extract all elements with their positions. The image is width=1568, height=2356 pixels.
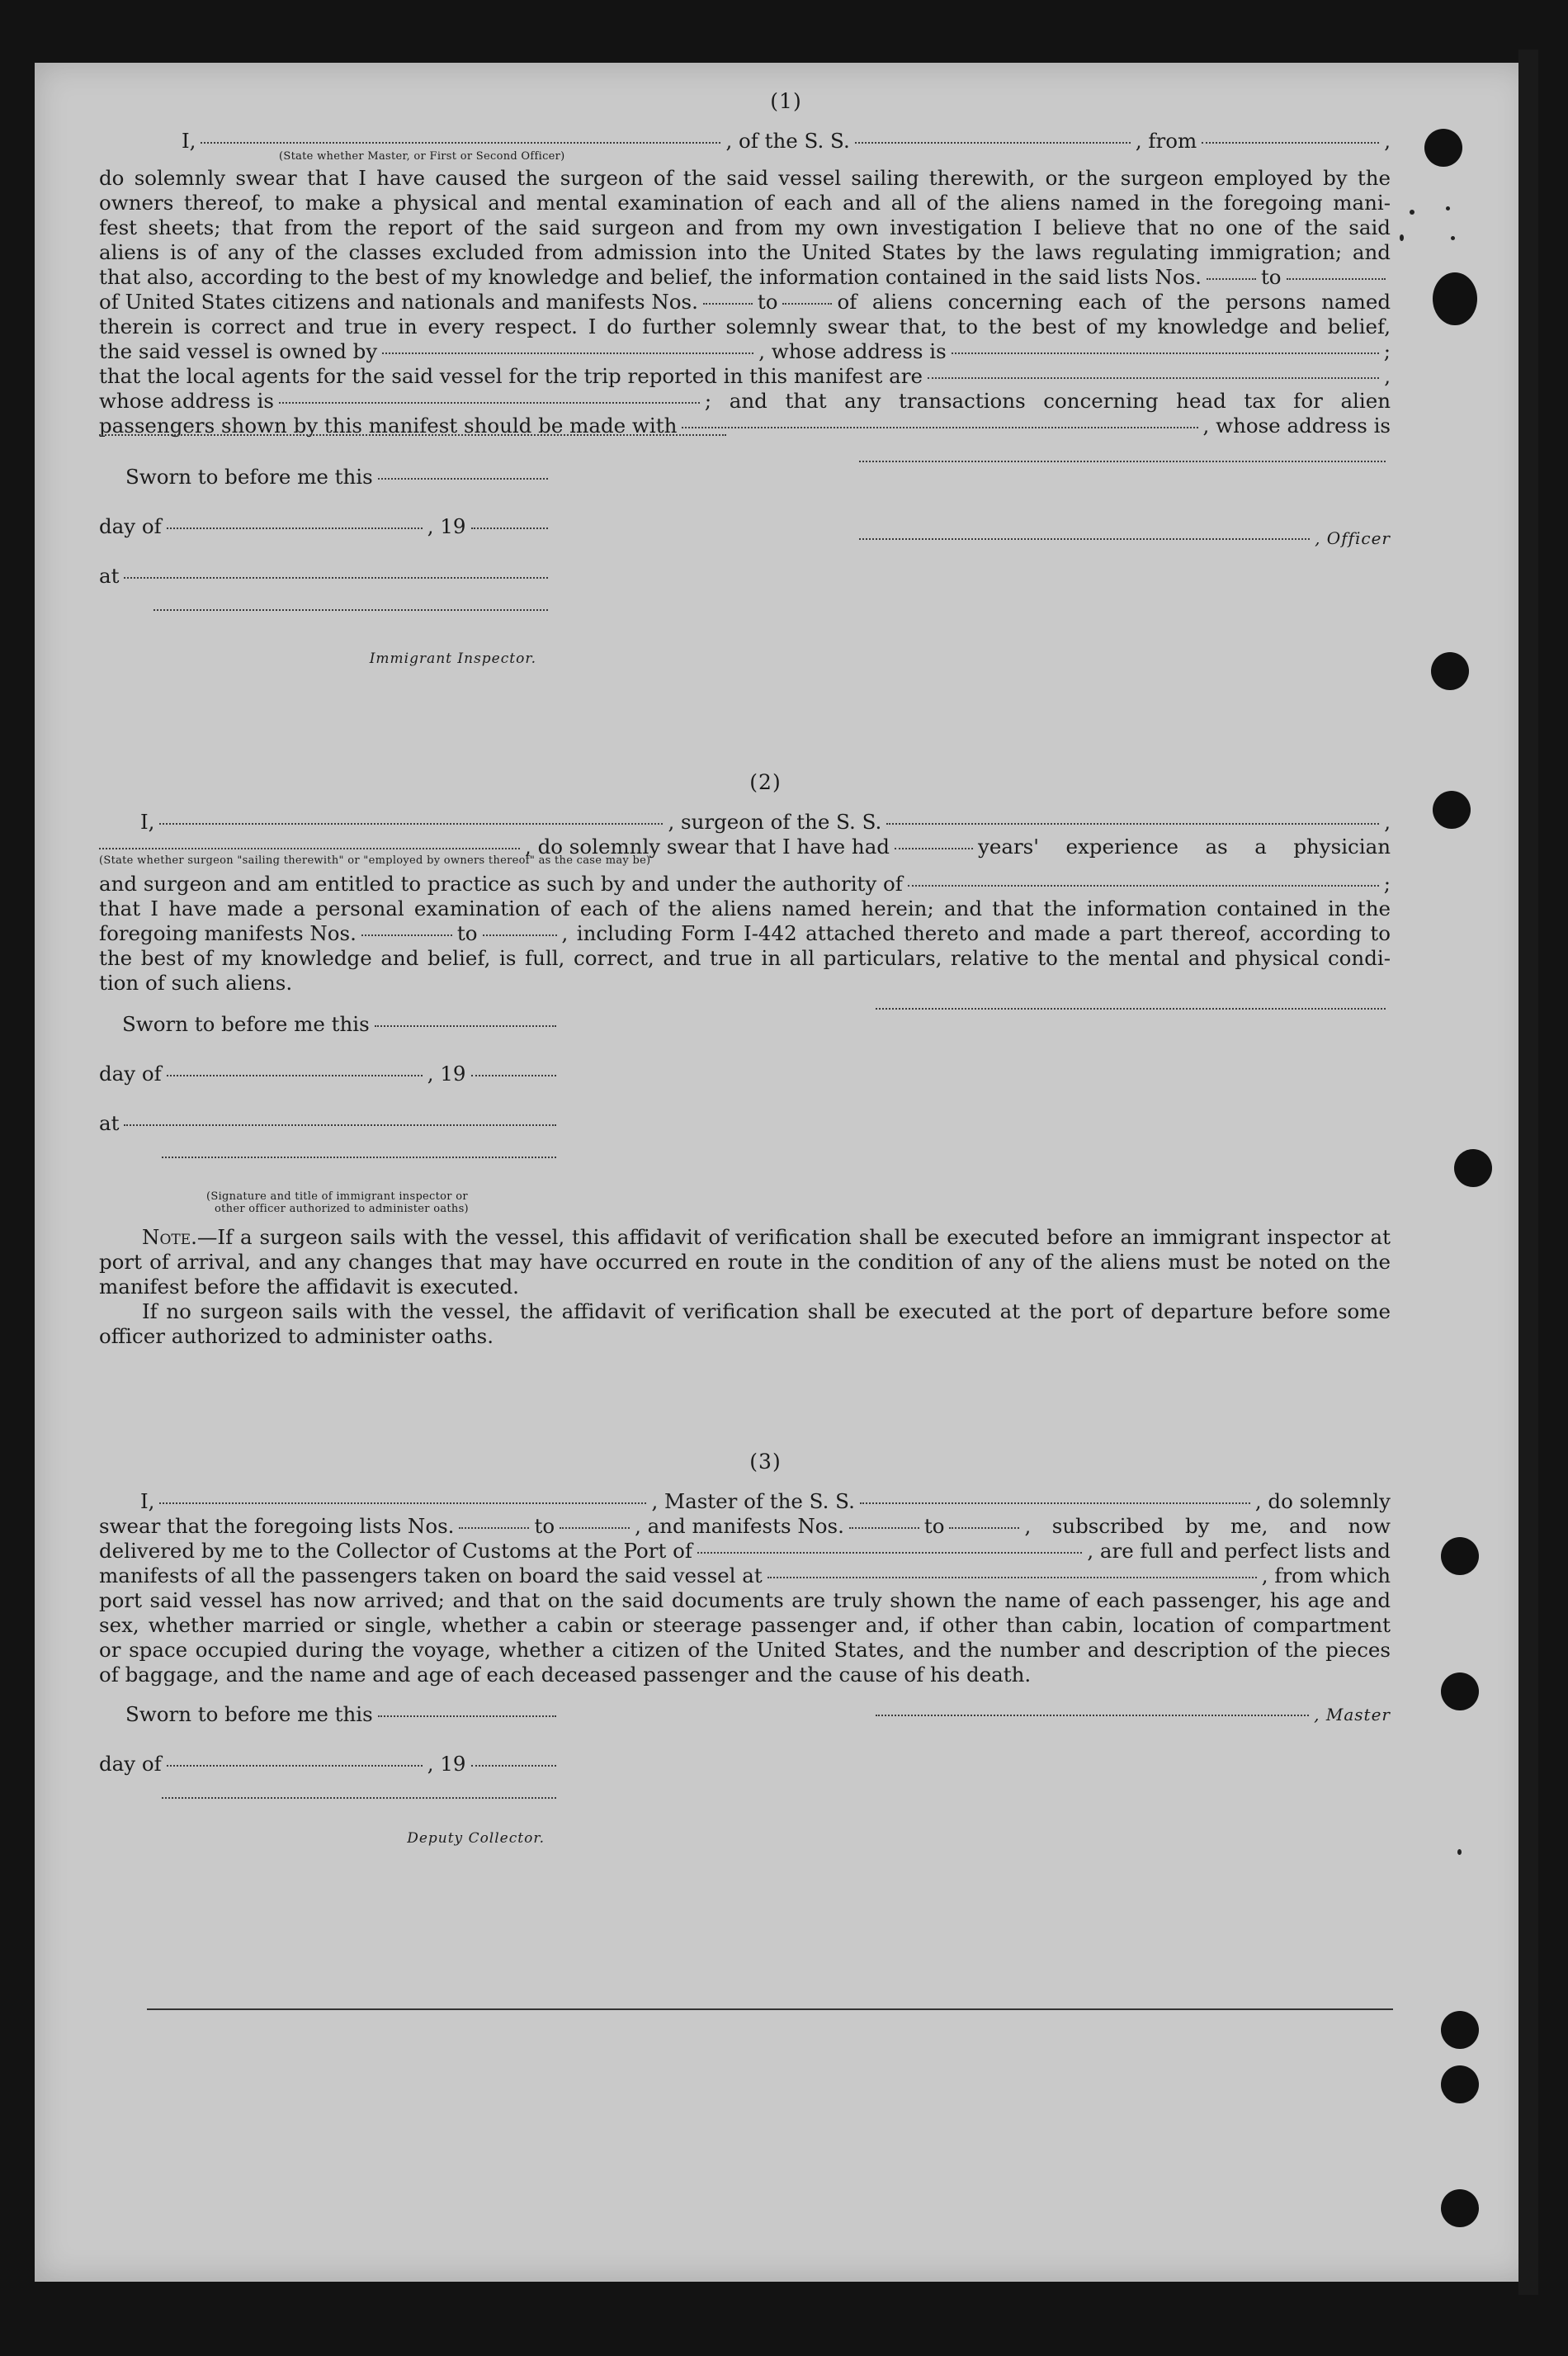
text: , surgeon of the S. S. <box>668 810 882 834</box>
officer-line-2 <box>854 514 1391 564</box>
signature-caption-1: (Signature and title of immigrant inspector or <box>206 1190 468 1203</box>
blank-day <box>167 1765 423 1767</box>
blank <box>949 1527 1019 1529</box>
sworn-block <box>99 465 553 671</box>
speck <box>1451 236 1455 240</box>
signature-block <box>99 1012 1391 1215</box>
binder-hole <box>1431 652 1469 690</box>
text: ; <box>1383 339 1391 363</box>
text: at <box>99 564 120 588</box>
note-text: —If a surgeon sails with the vessel, this affidavit of verification shall be executed before an immigrant inspector at port of arrival, and any changes that may have occurred en route in the condition of any of the aliens must be noted on the manifest before the affidavit is executed. <box>99 1225 1391 1299</box>
line: or space occupied during the voyage, whether a citizen of the United States, and the number and description of the pieces <box>99 1638 1391 1662</box>
text: , 19 <box>427 514 466 538</box>
text: Sworn to before me this <box>125 465 373 489</box>
master-line <box>871 1702 1391 1752</box>
blank-date <box>378 478 548 480</box>
blank-surgeon-type <box>99 848 520 849</box>
line: do solemnly swear that I have caused the surgeon of the said vessel sailing therewith, or the surgeon employed by the <box>99 166 1391 190</box>
surgeon-caption: (State whether surgeon "sailing therewith" or "employed by owners thereof" as the case may be) <box>99 854 651 867</box>
line: fest sheets; that from the report of the said surgeon and from my own investigation I believe that no one of the said <box>99 215 1391 239</box>
blank-owner <box>382 352 753 354</box>
blank-year <box>471 1765 556 1767</box>
text: , Master of the S. S. <box>651 1489 855 1513</box>
line: of baggage, and the name and age of each deceased passenger and the cause of his death. <box>99 1663 1032 1687</box>
text: passengers shown by this manifest should be made with <box>99 414 678 438</box>
binder-hole <box>1441 1672 1479 1710</box>
surgeon-signature-block <box>871 1012 1391 1215</box>
at-line <box>99 564 553 613</box>
sworn-block <box>99 1702 561 1851</box>
text: years' experience as a physician <box>978 835 1391 859</box>
blank-officer-title <box>859 538 1310 540</box>
text: , of the S. S. <box>725 129 850 153</box>
sworn-line <box>99 1012 561 1062</box>
text: that the local agents for the said vessel for the trip reported in this manifest are <box>99 364 923 388</box>
text: swear that the foregoing lists Nos. <box>99 1514 455 1538</box>
blank-owner-address <box>952 352 1379 354</box>
officer-caption: (State whether Master, or First or Second Officer) <box>279 150 565 163</box>
text: of United States citizens and nationals and manifests Nos. <box>99 290 698 314</box>
section-number: (1) <box>770 89 802 113</box>
text: to <box>456 921 478 945</box>
blank-port-of-embarkation <box>767 1577 1257 1578</box>
blank-master-signature <box>876 1715 1309 1716</box>
surgeon-signature-line <box>871 1012 1391 1062</box>
blank-agents-address <box>279 402 700 404</box>
blank-year <box>471 1075 556 1076</box>
text: whose address is <box>99 389 274 413</box>
text: , 19 <box>427 1752 466 1776</box>
sworn-line <box>99 465 553 514</box>
line <box>99 1539 1391 1564</box>
text: , do solemnly swear that I have had <box>525 835 890 859</box>
blank-day <box>167 527 423 529</box>
text: to <box>757 290 778 314</box>
binder-hole <box>1424 129 1462 167</box>
line <box>99 389 1391 414</box>
line <box>99 265 1391 290</box>
blank-at <box>124 577 548 579</box>
binder-hole <box>1433 272 1477 325</box>
blank <box>1207 278 1256 280</box>
text: ; <box>1383 872 1391 896</box>
text: Sworn to before me this <box>125 1702 373 1726</box>
binder-hole <box>1433 791 1471 829</box>
line: the best of my knowledge and belief, is full, correct, and true in all particulars, relative to the mental and physical condi- <box>99 946 1391 970</box>
line <box>99 872 1391 897</box>
officer-label: , Officer <box>1315 528 1391 548</box>
sworn-line <box>99 1702 561 1752</box>
text: , from which <box>1261 1564 1391 1587</box>
blank <box>1287 278 1386 280</box>
line: tion of such aliens. <box>99 971 293 995</box>
sworn-block <box>99 1012 561 1215</box>
speck <box>1400 234 1404 241</box>
collector-line <box>99 1801 561 1826</box>
binder-hole <box>1441 2189 1479 2227</box>
section-3 <box>99 1450 1391 1851</box>
blank <box>703 303 753 305</box>
text: day of <box>99 1062 162 1086</box>
note-paragraph-1 <box>99 1225 1391 1299</box>
blank-officer-signature <box>859 461 1386 462</box>
blank-vessel <box>855 142 1131 144</box>
text: , <box>1384 364 1391 388</box>
text: , and manifests Nos. <box>635 1514 844 1538</box>
text: , whose address is <box>758 339 947 363</box>
line <box>99 1564 1391 1588</box>
blank-year <box>471 527 548 529</box>
text: delivered by me to the Collector of Customs at the Port of <box>99 1539 692 1563</box>
text: to <box>534 1514 555 1538</box>
blank <box>560 1527 630 1529</box>
text: foregoing manifests Nos. <box>99 921 357 945</box>
inspector-line <box>99 613 553 646</box>
blank <box>459 1527 529 1529</box>
text: , whose address is <box>1202 414 1391 438</box>
signature-line <box>99 1161 561 1190</box>
line <box>99 290 1391 315</box>
signature-block <box>99 465 1391 671</box>
blank-date <box>378 1715 556 1717</box>
section-number: (3) <box>749 1450 782 1474</box>
line: therein is correct and true in every respect. I do further solemnly swear that, to the best of my knowledge and belief, <box>99 315 1391 338</box>
text: Sworn to before me this <box>122 1012 370 1036</box>
speck <box>1457 1849 1462 1855</box>
day-line <box>99 514 553 564</box>
blank-authority <box>908 885 1379 887</box>
blank-port <box>697 1552 1082 1554</box>
line-1 <box>99 1489 1391 1514</box>
speck <box>1446 206 1450 211</box>
speck <box>1410 210 1415 215</box>
text: ; and that any transactions concerning head tax for alien <box>704 389 1391 413</box>
text: , do solemnly <box>1254 1489 1391 1513</box>
officer-line-1 <box>854 465 1391 514</box>
text: at <box>99 1111 120 1135</box>
line <box>99 1514 1391 1539</box>
signature-caption-2: other officer authorized to administer oaths) <box>215 1203 469 1215</box>
footer-rule <box>147 2008 1393 2010</box>
text: of aliens concerning each of the persons named <box>837 290 1391 314</box>
text: , <box>1384 129 1391 153</box>
text: , are full and perfect lists and <box>1087 1539 1391 1563</box>
text: I, <box>140 1489 155 1513</box>
blank-head-tax-address <box>99 434 726 436</box>
blank <box>483 934 557 936</box>
blank-date <box>375 1025 556 1027</box>
blank-vessel <box>860 1502 1250 1504</box>
master-label: , Master <box>1314 1705 1391 1724</box>
text: to <box>1260 265 1282 289</box>
binder-hole <box>1454 1149 1492 1187</box>
text: I, <box>140 810 155 834</box>
line <box>99 438 1391 440</box>
day-line <box>99 1062 561 1111</box>
text: day of <box>99 514 162 538</box>
text: , including Form I-442 attached thereto and made a part thereof, according to <box>561 921 1391 945</box>
blank <box>782 303 832 305</box>
blank-vessel <box>886 823 1379 825</box>
line <box>99 339 1391 364</box>
affidavit-content <box>99 89 1391 1851</box>
text: , subscribed by me, and now <box>1024 1514 1391 1538</box>
note-label: Note. <box>142 1225 197 1249</box>
line-1 <box>99 810 1391 835</box>
text: to <box>923 1514 945 1538</box>
text: manifests of all the passengers taken on board the said vessel at <box>99 1564 763 1587</box>
text: and surgeon and am entitled to practice as such by and under the authority of <box>99 872 903 896</box>
collector-caption: Deputy Collector. <box>407 1830 545 1847</box>
line: that I have made a personal examination of each of the aliens named herein; and that the information contained in the <box>99 897 1391 920</box>
signature-block <box>99 1702 1391 1851</box>
day-line <box>99 1752 561 1801</box>
blank <box>849 1527 919 1529</box>
text: , 19 <box>427 1062 466 1086</box>
blank-from <box>1202 142 1379 144</box>
text: that also, according to the best of my knowledge and belief, the information contained in the said lists Nos. <box>99 265 1202 289</box>
blank-officer-name <box>201 142 720 144</box>
text: , from <box>1135 129 1197 153</box>
blank <box>361 934 452 936</box>
line: sex, whether married or single, whether a cabin or steerage passenger and, if other than cabin, location of compartment <box>99 1613 1391 1637</box>
binder-hole <box>1441 1537 1479 1575</box>
binder-hole <box>1441 2065 1479 2103</box>
note-paragraph-2: If no surgeon sails with the vessel, the affidavit of verification shall be executed at the port of departure before some officer authorized to administer oaths. <box>99 1299 1391 1348</box>
blank-agents <box>928 377 1379 379</box>
blank-master-name <box>159 1502 646 1504</box>
blank-surgeon-name <box>159 823 663 825</box>
master-block <box>871 1702 1391 1851</box>
line <box>99 921 1391 946</box>
section-number: (2) <box>749 770 782 794</box>
section-2 <box>99 770 1391 1349</box>
line: owners thereof, to make a physical and mental examination of each and all of the aliens named in the foregoing mani- <box>99 191 1391 215</box>
blank-head-tax <box>682 427 1197 428</box>
section-1 <box>99 89 1391 671</box>
page-edge <box>1518 50 1538 2295</box>
binder-hole <box>1441 2011 1479 2049</box>
at-line <box>99 1111 561 1161</box>
officer-block <box>854 465 1391 671</box>
line: aliens is of any of the classes excluded from admission into the United States by the laws regulating immigration; and <box>99 240 1391 264</box>
blank-at <box>124 1124 556 1126</box>
text: the said vessel is owned by <box>99 339 378 363</box>
blank-inspector-signature <box>153 609 548 611</box>
line <box>99 364 1391 389</box>
text: I, <box>182 129 196 153</box>
blank-surgeon-signature <box>876 1008 1386 1010</box>
line: port said vessel has now arrived; and that on the said documents are truly shown the name of each passenger, his age and <box>99 1588 1391 1612</box>
text: day of <box>99 1752 162 1776</box>
blank-signature <box>162 1157 556 1158</box>
inspector-caption: Immigrant Inspector. <box>369 651 536 667</box>
blank-collector-signature <box>162 1797 556 1799</box>
text: , <box>1384 810 1391 834</box>
blank-years <box>895 848 973 849</box>
blank-day <box>167 1075 423 1076</box>
